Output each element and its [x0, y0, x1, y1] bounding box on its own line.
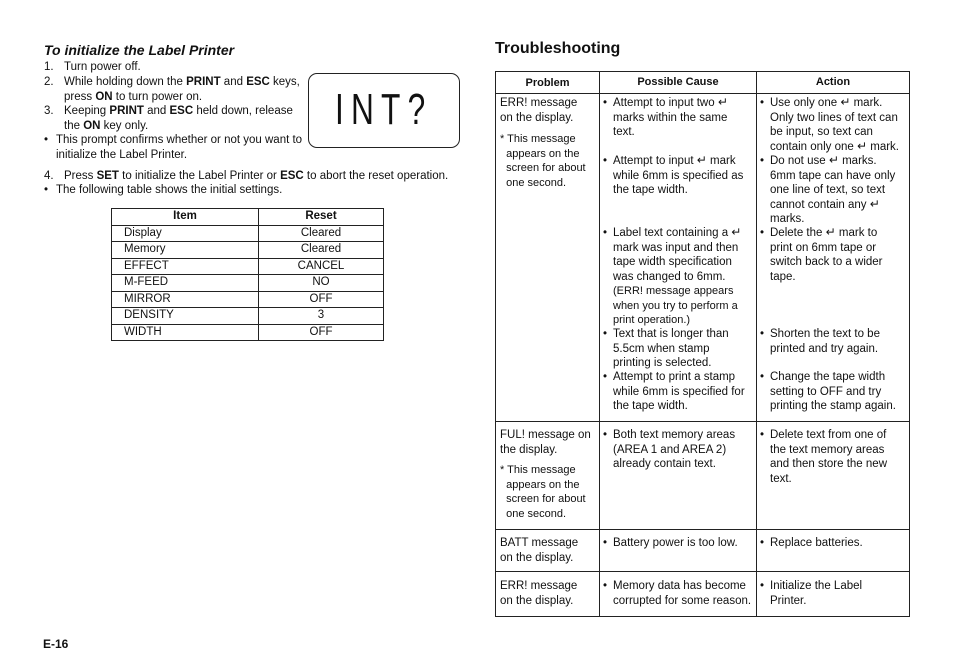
troubleshooting-table: Problem Possible Cause Action ERR! message on the display. * This message appears on the screen for about one second. • Attempt to input two ↵ marks within the same text. • Attempt to input ↵ mark while 6mm is specified as the tape width. • Label text containing a ↵ mark was input and then tape width specification was changed to 6mm. (ERR! message appears when you try to perform a print operation.) • Text that is longer than 5.5cm when stamp printing is selected. • Attempt to print a stamp while 6mm is specified for the tape width. • Use only one ↵ mark. Only two lines of text can be input, so text can contain only one ↵ mark. • Do not use ↵ marks. 6mm tape can have only one line of text, so text cannot contain any ↵ marks. • Delete the ↵ mark to print on 6mm tape or switch back to a wider tape. • Shorten the text to be printed and try again. • Change the tape width setting to OFF and try printing the stamp again. FUL! message on the display. * This message appears on the screen for about one second. • Both text memory areas (AREA 1 and AREA 2) already contain text. • Delete text from one of the text memory areas and then store the new text. BATT message on the display. • Battery power is too low. • Replace batteries. ERR! message on the display. • Memory data has become corrupted for some reason. • Initialize the Label Printer.	[495, 71, 910, 617]
table-row: M-FEED NO	[112, 275, 384, 292]
problem-err-note: * This message appears on the screen for about one second.	[500, 133, 586, 189]
return-arrow-icon: ↵	[869, 196, 880, 211]
troubleshooting-title: Troubleshooting	[495, 40, 621, 57]
table-row: WIDTH OFF	[112, 324, 384, 341]
header-reset: Reset	[259, 209, 384, 226]
return-arrow-icon: ↵	[696, 153, 707, 167]
problem-batt: BATT message on the display.	[500, 537, 579, 564]
problem-ful: FUL! message on the display.	[500, 429, 591, 456]
header-action: Action	[815, 76, 851, 88]
table-row: Memory Cleared	[112, 242, 384, 259]
lcd-display	[308, 73, 460, 148]
lcd-text: INT?	[335, 85, 433, 135]
header-cause: Possible Cause	[637, 76, 719, 88]
return-arrow-icon: ↵	[731, 225, 742, 239]
table-header-row	[112, 209, 384, 226]
table-row: Display Cleared	[112, 225, 384, 242]
table-row: EFFECT CANCEL	[112, 258, 384, 275]
return-arrow-icon: ↵	[825, 225, 836, 239]
page-number: E-16	[43, 637, 69, 651]
return-arrow-icon: ↵	[828, 153, 839, 167]
problem-ful-note: * This message appears on the screen for about one second.	[500, 464, 586, 520]
problem-err: ERR! message on the display.	[500, 97, 578, 124]
init-title: To initialize the Label Printer	[44, 42, 235, 58]
table-row: DENSITY 3	[112, 308, 384, 325]
header-item: Item	[112, 209, 259, 226]
bullet-dot-icon: •	[44, 184, 49, 196]
table-row: MIRROR OFF	[112, 291, 384, 308]
bullet-dot-icon: •	[44, 134, 49, 146]
return-arrow-icon: ↵	[856, 138, 868, 153]
header-problem: Problem	[525, 77, 570, 89]
problem-err-memory: ERR! message on the display.	[500, 580, 578, 607]
initial-settings-table	[111, 208, 384, 341]
return-arrow-icon: ↵	[840, 95, 851, 109]
return-arrow-icon: ↵	[717, 95, 728, 109]
